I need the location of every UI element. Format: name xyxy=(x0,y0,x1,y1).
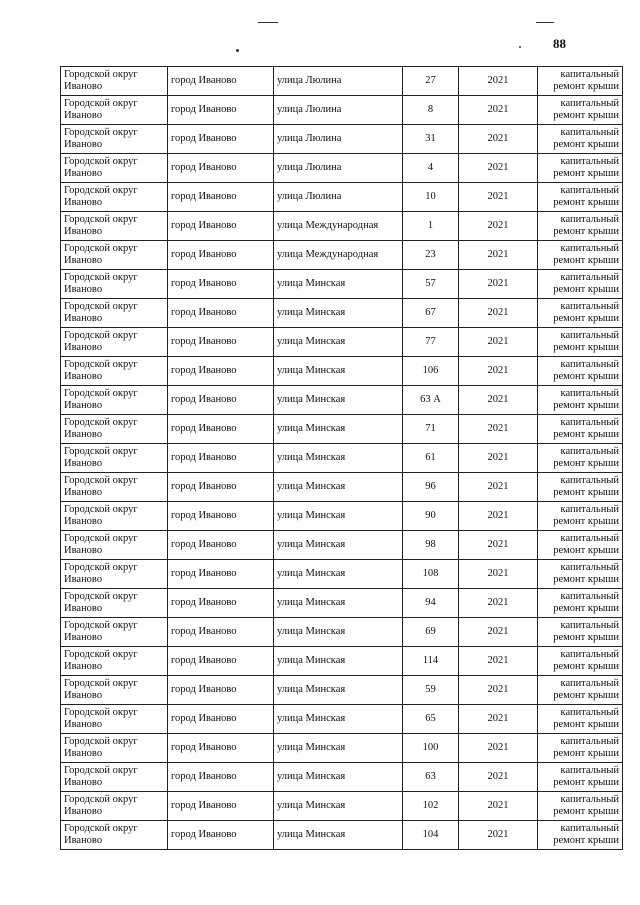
street-cell: улица Минская xyxy=(274,676,403,705)
city-cell: город Иваново xyxy=(168,473,274,502)
district-cell: Городской округ Иваново xyxy=(61,415,168,444)
house-number-cell: 98 xyxy=(403,531,459,560)
district-cell: Городской округ Иваново xyxy=(61,183,168,212)
year-cell: 2021 xyxy=(459,444,538,473)
district-cell: Городской округ Иваново xyxy=(61,154,168,183)
house-number-cell: 71 xyxy=(403,415,459,444)
district-cell: Городской округ Иваново xyxy=(61,676,168,705)
table-row xyxy=(61,386,623,415)
year-cell: 2021 xyxy=(459,386,538,415)
year-cell: 2021 xyxy=(459,241,538,270)
year-cell: 2021 xyxy=(459,792,538,821)
house-number-cell: 67 xyxy=(403,299,459,328)
house-number-cell: 23 xyxy=(403,241,459,270)
work-type-cell: капитальный ремонт крыши xyxy=(538,589,623,618)
street-cell: улица Минская xyxy=(274,299,403,328)
work-type-cell: капитальный ремонт крыши xyxy=(538,125,623,154)
city-cell: город Иваново xyxy=(168,241,274,270)
district-cell: Городской округ Иваново xyxy=(61,763,168,792)
year-cell: 2021 xyxy=(459,270,538,299)
city-cell: город Иваново xyxy=(168,154,274,183)
table-row xyxy=(61,560,623,589)
district-cell: Городской округ Иваново xyxy=(61,212,168,241)
street-cell: улица Минская xyxy=(274,618,403,647)
street-cell: улица Люлина xyxy=(274,96,403,125)
district-cell: Городской округ Иваново xyxy=(61,705,168,734)
district-cell: Городской округ Иваново xyxy=(61,792,168,821)
year-cell: 2021 xyxy=(459,763,538,792)
street-cell: улица Люлина xyxy=(274,125,403,154)
district-cell: Городской округ Иваново xyxy=(61,444,168,473)
district-cell: Городской округ Иваново xyxy=(61,531,168,560)
house-number-cell: 100 xyxy=(403,734,459,763)
city-cell: город Иваново xyxy=(168,763,274,792)
district-cell: Городской округ Иваново xyxy=(61,96,168,125)
house-number-cell: 8 xyxy=(403,96,459,125)
table-row xyxy=(61,212,623,241)
year-cell: 2021 xyxy=(459,734,538,763)
table-row xyxy=(61,676,623,705)
work-type-cell: капитальный ремонт крыши xyxy=(538,792,623,821)
year-cell: 2021 xyxy=(459,299,538,328)
street-cell: улица Люлина xyxy=(274,67,403,96)
table-row xyxy=(61,183,623,212)
year-cell: 2021 xyxy=(459,502,538,531)
city-cell: город Иваново xyxy=(168,531,274,560)
work-type-cell: капитальный ремонт крыши xyxy=(538,734,623,763)
street-cell: улица Минская xyxy=(274,589,403,618)
district-cell: Городской округ Иваново xyxy=(61,386,168,415)
page-number: 88 xyxy=(553,36,566,51)
table-row xyxy=(61,647,623,676)
city-cell: город Иваново xyxy=(168,444,274,473)
street-cell: улица Международная xyxy=(274,212,403,241)
work-type-cell: капитальный ремонт крыши xyxy=(538,647,623,676)
city-cell: город Иваново xyxy=(168,589,274,618)
scan-mark xyxy=(236,49,239,52)
year-cell: 2021 xyxy=(459,647,538,676)
table-row xyxy=(61,473,623,502)
city-cell: город Иваново xyxy=(168,125,274,154)
street-cell: улица Минская xyxy=(274,444,403,473)
table-row xyxy=(61,299,623,328)
city-cell: город Иваново xyxy=(168,734,274,763)
district-cell: Городской округ Иваново xyxy=(61,560,168,589)
district-cell: Городской округ Иваново xyxy=(61,270,168,299)
city-cell: город Иваново xyxy=(168,212,274,241)
house-number-cell: 114 xyxy=(403,647,459,676)
year-cell: 2021 xyxy=(459,589,538,618)
street-cell: улица Минская xyxy=(274,821,403,850)
street-cell: улица Минская xyxy=(274,270,403,299)
table-body xyxy=(61,67,623,850)
table-row xyxy=(61,415,623,444)
district-cell: Городской округ Иваново xyxy=(61,328,168,357)
house-number-cell: 59 xyxy=(403,676,459,705)
city-cell: город Иваново xyxy=(168,96,274,125)
table-row xyxy=(61,125,623,154)
street-cell: улица Минская xyxy=(274,792,403,821)
district-cell: Городской округ Иваново xyxy=(61,125,168,154)
district-cell: Городской округ Иваново xyxy=(61,299,168,328)
street-cell: улица Минская xyxy=(274,763,403,792)
year-cell: 2021 xyxy=(459,473,538,502)
district-cell: Городской округ Иваново xyxy=(61,502,168,531)
street-cell: улица Международная xyxy=(274,241,403,270)
work-type-cell: капитальный ремонт крыши xyxy=(538,357,623,386)
house-number-cell: 69 xyxy=(403,618,459,647)
year-cell: 2021 xyxy=(459,328,538,357)
city-cell: город Иваново xyxy=(168,792,274,821)
table-row xyxy=(61,270,623,299)
work-type-cell: капитальный ремонт крыши xyxy=(538,705,623,734)
city-cell: город Иваново xyxy=(168,821,274,850)
street-cell: улица Минская xyxy=(274,531,403,560)
year-cell: 2021 xyxy=(459,183,538,212)
work-type-cell: капитальный ремонт крыши xyxy=(538,299,623,328)
table-row xyxy=(61,357,623,386)
street-cell: улица Минская xyxy=(274,328,403,357)
table-row xyxy=(61,763,623,792)
scan-mark xyxy=(519,46,521,48)
house-number-cell: 65 xyxy=(403,705,459,734)
work-type-cell: капитальный ремонт крыши xyxy=(538,183,623,212)
house-number-cell: 63 А xyxy=(403,386,459,415)
district-cell: Городской округ Иваново xyxy=(61,357,168,386)
house-number-cell: 77 xyxy=(403,328,459,357)
work-type-cell: капитальный ремонт крыши xyxy=(538,328,623,357)
house-number-cell: 57 xyxy=(403,270,459,299)
table-row xyxy=(61,618,623,647)
house-number-cell: 1 xyxy=(403,212,459,241)
street-cell: улица Минская xyxy=(274,502,403,531)
year-cell: 2021 xyxy=(459,618,538,647)
year-cell: 2021 xyxy=(459,415,538,444)
table-row xyxy=(61,67,623,96)
work-type-cell: капитальный ремонт крыши xyxy=(538,96,623,125)
city-cell: город Иваново xyxy=(168,502,274,531)
house-number-cell: 4 xyxy=(403,154,459,183)
district-cell: Городской округ Иваново xyxy=(61,734,168,763)
work-type-cell: капитальный ремонт крыши xyxy=(538,763,623,792)
table-row xyxy=(61,444,623,473)
table-row xyxy=(61,154,623,183)
house-number-cell: 31 xyxy=(403,125,459,154)
house-number-cell: 94 xyxy=(403,589,459,618)
work-type-cell: капитальный ремонт крыши xyxy=(538,67,623,96)
year-cell: 2021 xyxy=(459,821,538,850)
table-row xyxy=(61,96,623,125)
table-row xyxy=(61,589,623,618)
district-cell: Городской округ Иваново xyxy=(61,618,168,647)
city-cell: город Иваново xyxy=(168,560,274,589)
street-cell: улица Минская xyxy=(274,705,403,734)
street-cell: улица Минская xyxy=(274,560,403,589)
year-cell: 2021 xyxy=(459,96,538,125)
work-type-cell: капитальный ремонт крыши xyxy=(538,444,623,473)
city-cell: город Иваново xyxy=(168,415,274,444)
street-cell: улица Минская xyxy=(274,357,403,386)
street-cell: улица Минская xyxy=(274,647,403,676)
year-cell: 2021 xyxy=(459,125,538,154)
table-row xyxy=(61,328,623,357)
scan-mark xyxy=(258,22,278,23)
work-type-cell: капитальный ремонт крыши xyxy=(538,821,623,850)
district-cell: Городской округ Иваново xyxy=(61,821,168,850)
table-row xyxy=(61,734,623,763)
table-row xyxy=(61,241,623,270)
district-cell: Городской округ Иваново xyxy=(61,473,168,502)
house-number-cell: 61 xyxy=(403,444,459,473)
city-cell: город Иваново xyxy=(168,270,274,299)
street-cell: улица Люлина xyxy=(274,183,403,212)
year-cell: 2021 xyxy=(459,531,538,560)
house-number-cell: 102 xyxy=(403,792,459,821)
city-cell: город Иваново xyxy=(168,357,274,386)
work-type-cell: капитальный ремонт крыши xyxy=(538,473,623,502)
house-number-cell: 96 xyxy=(403,473,459,502)
work-type-cell: капитальный ремонт крыши xyxy=(538,241,623,270)
district-cell: Городской округ Иваново xyxy=(61,647,168,676)
work-type-cell: капитальный ремонт крыши xyxy=(538,502,623,531)
table-row xyxy=(61,705,623,734)
house-number-cell: 108 xyxy=(403,560,459,589)
work-type-cell: капитальный ремонт крыши xyxy=(538,676,623,705)
city-cell: город Иваново xyxy=(168,647,274,676)
table-row xyxy=(61,792,623,821)
street-cell: улица Минская xyxy=(274,415,403,444)
table-row xyxy=(61,502,623,531)
year-cell: 2021 xyxy=(459,212,538,241)
street-cell: улица Минская xyxy=(274,734,403,763)
work-type-cell: капитальный ремонт крыши xyxy=(538,154,623,183)
year-cell: 2021 xyxy=(459,154,538,183)
house-number-cell: 63 xyxy=(403,763,459,792)
city-cell: город Иваново xyxy=(168,183,274,212)
city-cell: город Иваново xyxy=(168,328,274,357)
year-cell: 2021 xyxy=(459,676,538,705)
work-type-cell: капитальный ремонт крыши xyxy=(538,531,623,560)
house-number-cell: 10 xyxy=(403,183,459,212)
district-cell: Городской округ Иваново xyxy=(61,589,168,618)
year-cell: 2021 xyxy=(459,560,538,589)
work-type-cell: капитальный ремонт крыши xyxy=(538,270,623,299)
work-type-cell: капитальный ремонт крыши xyxy=(538,560,623,589)
house-number-cell: 90 xyxy=(403,502,459,531)
year-cell: 2021 xyxy=(459,705,538,734)
work-type-cell: капитальный ремонт крыши xyxy=(538,212,623,241)
city-cell: город Иваново xyxy=(168,618,274,647)
city-cell: город Иваново xyxy=(168,299,274,328)
table-row xyxy=(61,821,623,850)
year-cell: 2021 xyxy=(459,67,538,96)
street-cell: улица Минская xyxy=(274,386,403,415)
year-cell: 2021 xyxy=(459,357,538,386)
house-number-cell: 27 xyxy=(403,67,459,96)
district-cell: Городской округ Иваново xyxy=(61,67,168,96)
street-cell: улица Люлина xyxy=(274,154,403,183)
house-number-cell: 106 xyxy=(403,357,459,386)
work-type-cell: капитальный ремонт крыши xyxy=(538,415,623,444)
street-cell: улица Минская xyxy=(274,473,403,502)
city-cell: город Иваново xyxy=(168,386,274,415)
city-cell: город Иваново xyxy=(168,676,274,705)
district-cell: Городской округ Иваново xyxy=(61,241,168,270)
table-row xyxy=(61,531,623,560)
work-type-cell: капитальный ремонт крыши xyxy=(538,618,623,647)
city-cell: город Иваново xyxy=(168,705,274,734)
scan-mark xyxy=(536,22,554,23)
work-type-cell: капитальный ремонт крыши xyxy=(538,386,623,415)
house-number-cell: 104 xyxy=(403,821,459,850)
city-cell: город Иваново xyxy=(168,67,274,96)
housing-repair-table xyxy=(60,66,623,850)
